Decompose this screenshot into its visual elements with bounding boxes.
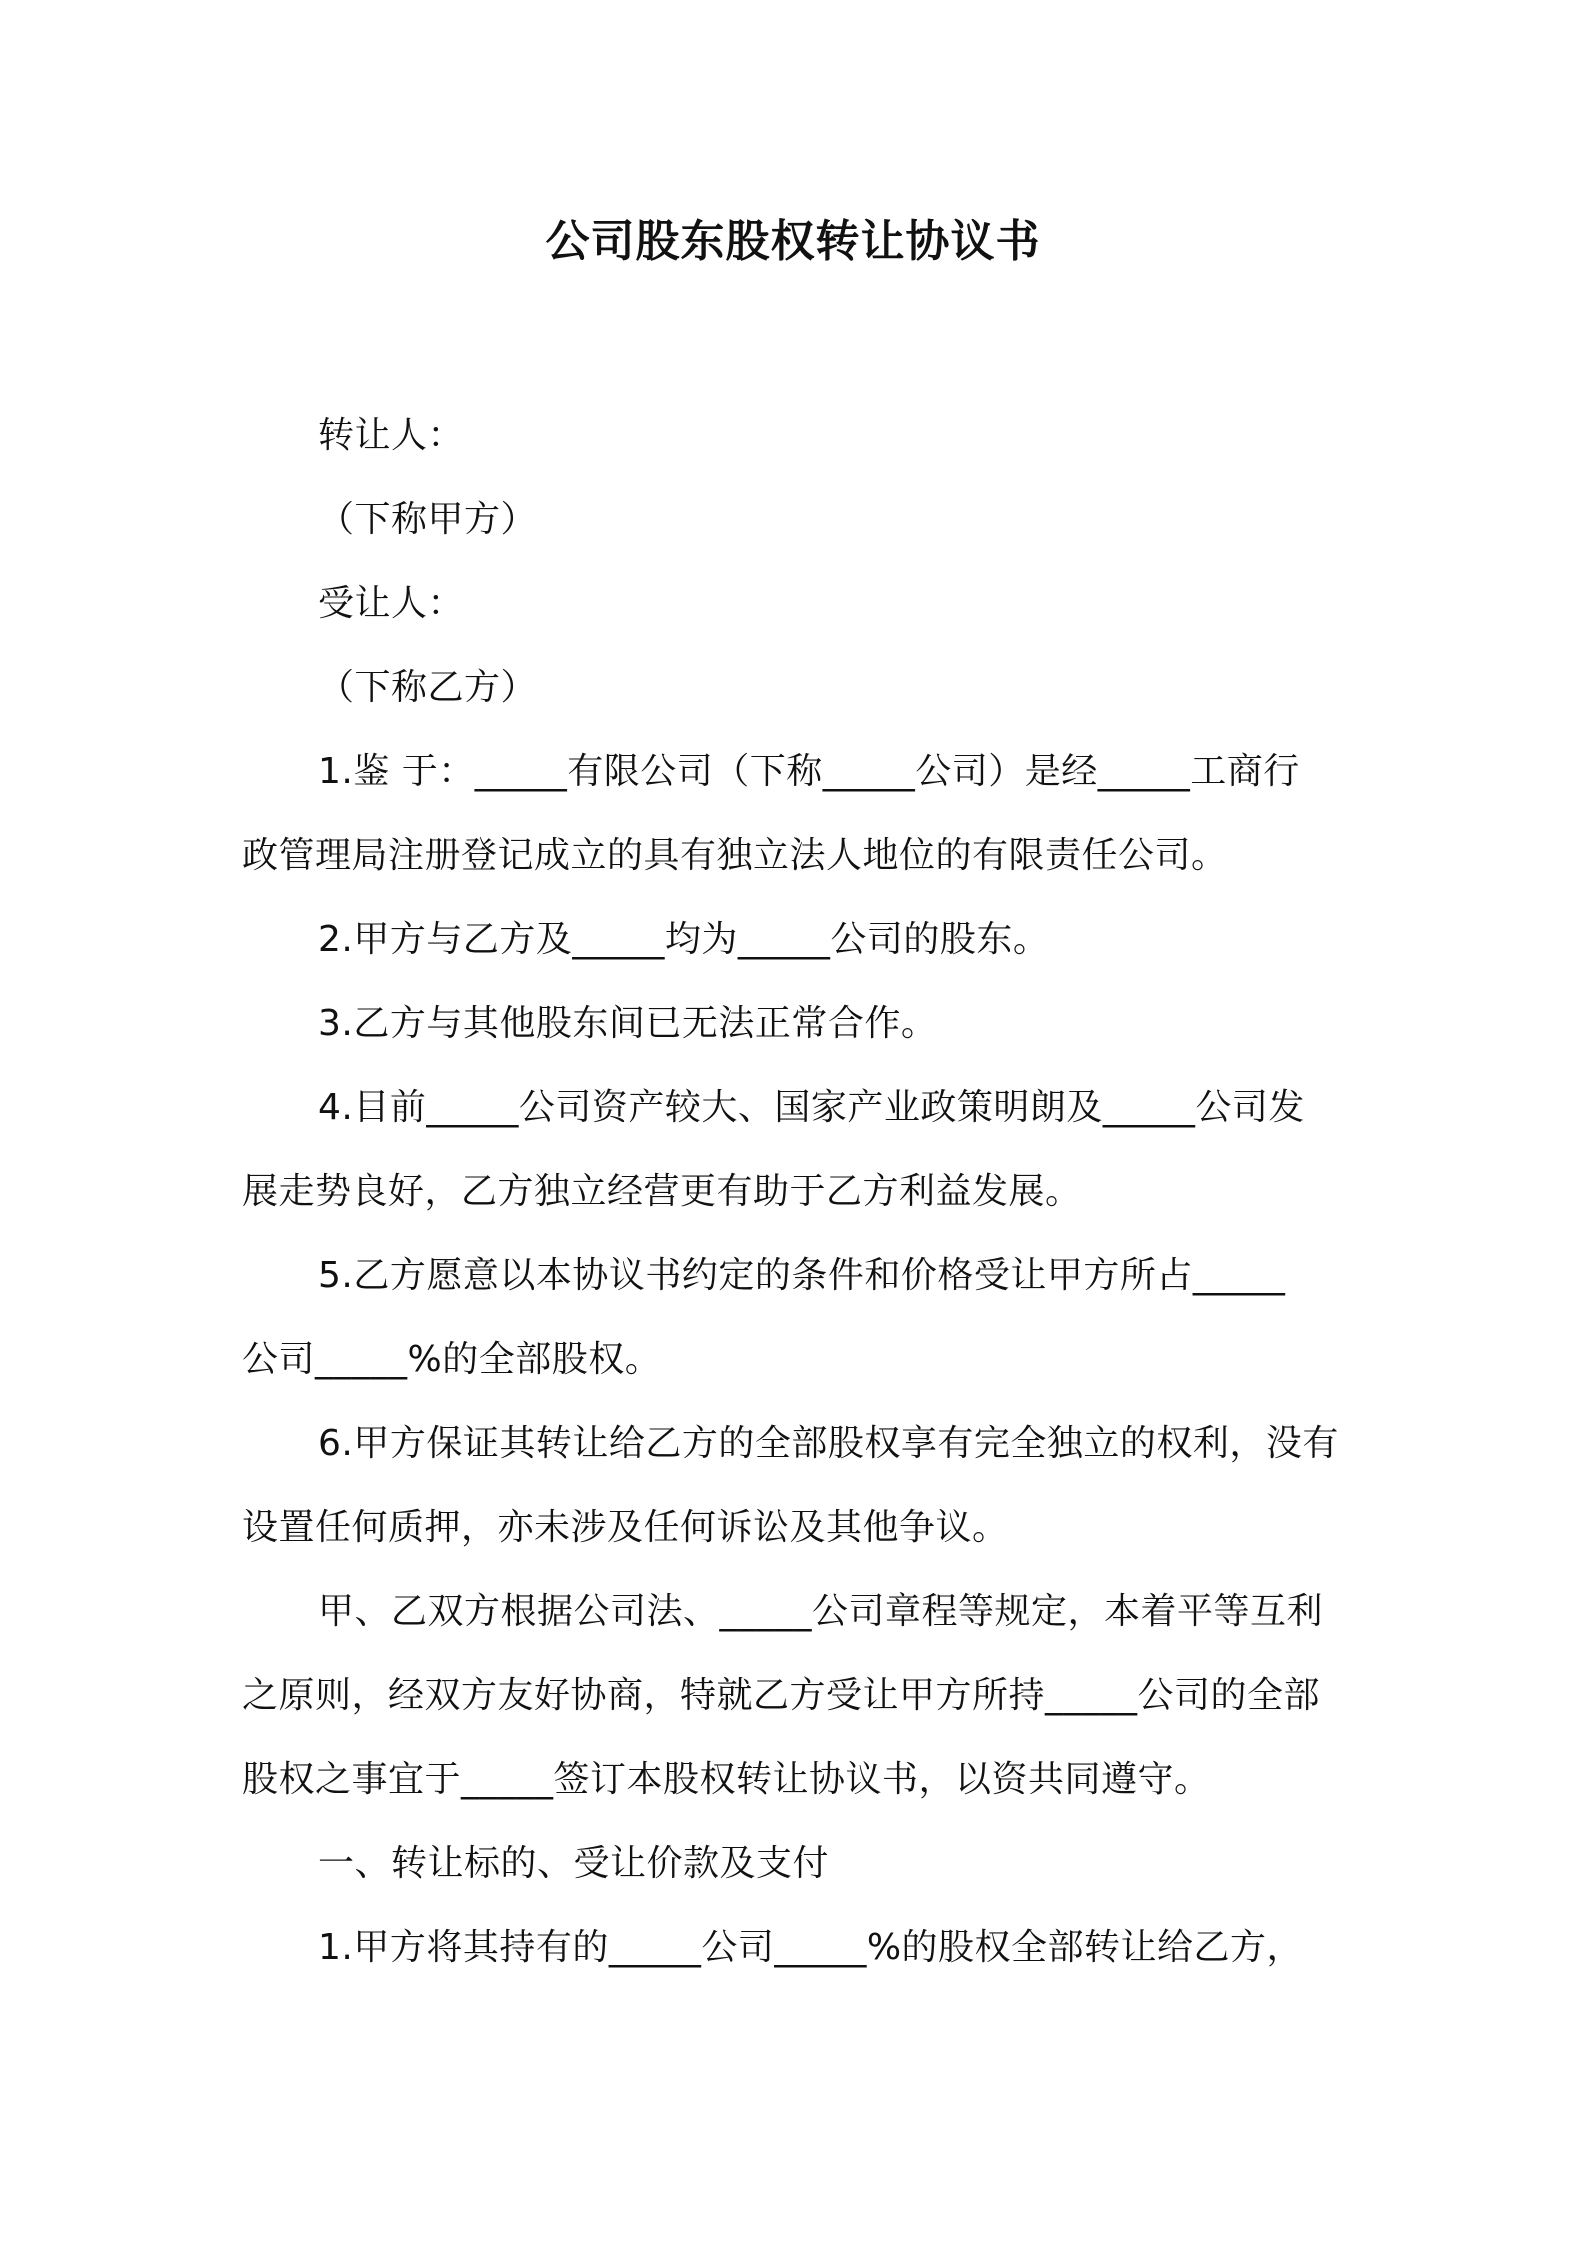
party-a-note: （下称甲方） bbox=[318, 499, 538, 540]
clause-6-line-1: 6.甲方保证其转让给乙方的全部股权享有完全独立的权利，没有 bbox=[318, 1423, 1339, 1464]
clause-5-line-1: 5.乙方愿意以本协议书约定的条件和价格受让甲方所占_____ bbox=[318, 1255, 1286, 1296]
preamble-line-1: 甲、乙双方根据公司法、_____公司章程等规定，本着平等互利 bbox=[318, 1591, 1324, 1632]
clause-4-line-1: 4.目前_____公司资产较大、国家产业政策明朗及_____公司发 bbox=[318, 1087, 1305, 1128]
transferee-label: 受让人： bbox=[318, 583, 465, 624]
clause-5-line-2: 公司_____%的全部股权。 bbox=[242, 1339, 662, 1380]
preamble-line-3: 股权之事宜于_____签订本股权转让协议书，以资共同遵守。 bbox=[242, 1759, 1211, 1800]
clause-4-line-2: 展走势良好，乙方独立经营更有助于乙方利益发展。 bbox=[242, 1171, 1082, 1212]
document-title: 公司股东股权转让协议书 bbox=[545, 216, 1041, 267]
clause-2: 2.甲方与乙方及_____均为_____公司的股东。 bbox=[318, 919, 1050, 960]
section-1-clause-1: 1.甲方将其持有的_____公司_____%的股权全部转让给乙方， bbox=[318, 1927, 1304, 1968]
preamble-line-2: 之原则，经双方友好协商，特就乙方受让甲方所持_____公司的全部 bbox=[242, 1675, 1321, 1716]
transferor-label: 转让人： bbox=[318, 415, 465, 456]
party-b-note: （下称乙方） bbox=[318, 667, 538, 708]
clause-3: 3.乙方与其他股东间已无法正常合作。 bbox=[318, 1003, 938, 1044]
clause-6-line-2: 设置任何质押，亦未涉及任何诉讼及其他争议。 bbox=[242, 1507, 1009, 1548]
clause-1-line-2: 政管理局注册登记成立的具有独立法人地位的有限责任公司。 bbox=[242, 835, 1228, 876]
clause-1-line-1: 1.鉴 于：_____有限公司（下称_____公司）是经_____工商行 bbox=[318, 751, 1300, 792]
section-1-heading: 一、转让标的、受让价款及支付 bbox=[318, 1843, 830, 1884]
